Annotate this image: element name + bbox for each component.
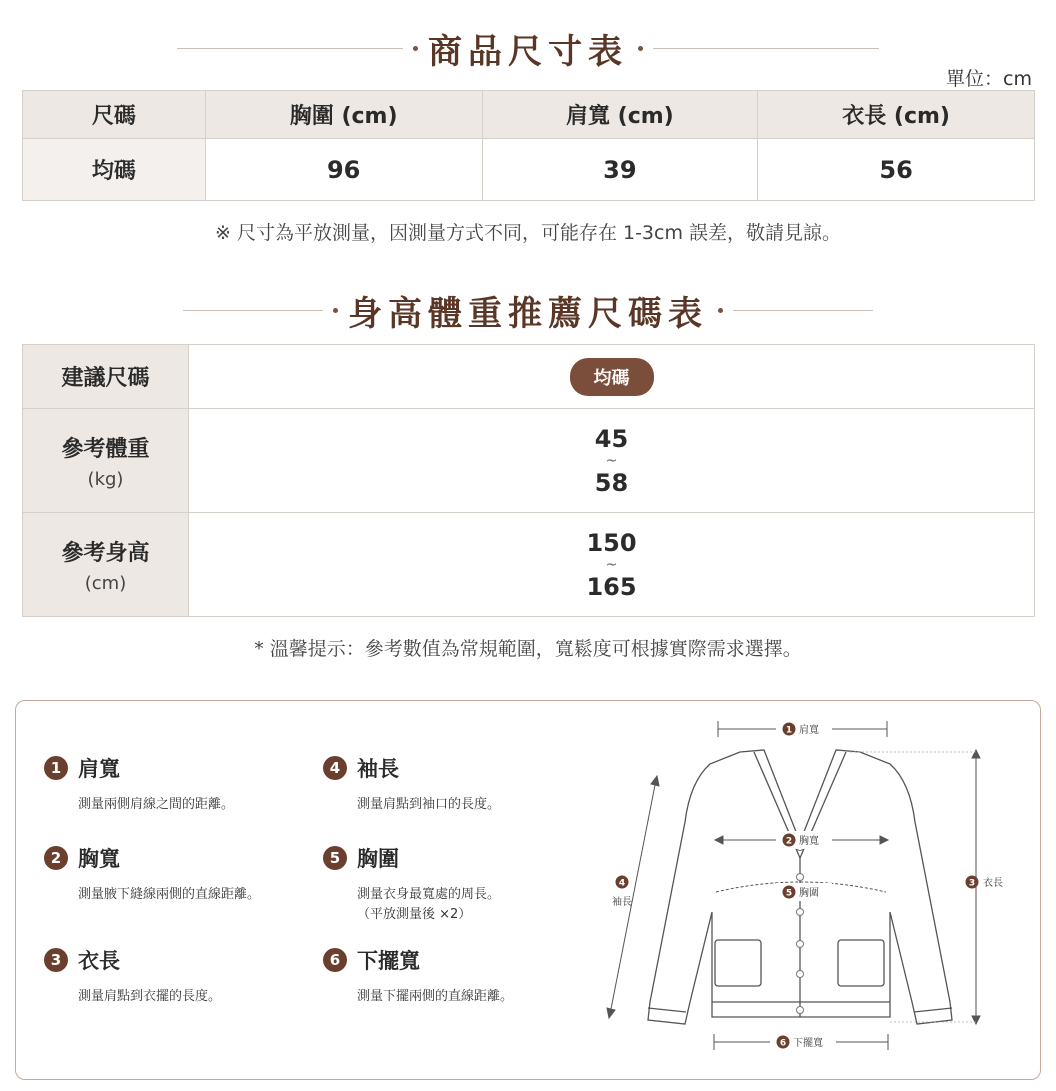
guide-title: 胸圍 bbox=[357, 847, 399, 871]
cell-size: 均碼 bbox=[23, 139, 206, 201]
guide-title: 肩寬 bbox=[78, 757, 120, 781]
guide-desc: 測量兩側肩線之間的距離。 bbox=[78, 797, 235, 812]
guide-num: 4 bbox=[323, 756, 347, 780]
guide-title: 胸寬 bbox=[78, 847, 120, 871]
cardigan-diagram bbox=[590, 712, 1020, 1060]
table-header-row bbox=[23, 91, 1035, 139]
title-divider-right bbox=[733, 310, 873, 311]
label-weight-unit: (kg) bbox=[87, 468, 124, 490]
weight-max: 58 bbox=[594, 468, 629, 497]
label-chest bbox=[776, 883, 832, 901]
guide-desc-line-2: （平放測量後 ×2） bbox=[357, 907, 472, 922]
cell-length: 56 bbox=[758, 139, 1035, 201]
title-divider-left bbox=[177, 48, 403, 49]
marker-4-num: 4 bbox=[618, 878, 626, 889]
guide-title: 袖長 bbox=[357, 757, 399, 781]
table-row bbox=[23, 409, 1035, 513]
guide-num: 3 bbox=[44, 948, 68, 972]
title-dot-right bbox=[718, 308, 723, 313]
header-chest: 胸圍 (cm) bbox=[205, 91, 482, 139]
height-min: 150 bbox=[586, 528, 637, 557]
header-shoulder: 肩寬 (cm) bbox=[482, 91, 758, 139]
table-row bbox=[23, 345, 1035, 409]
cell-shoulder: 39 bbox=[482, 139, 758, 201]
recommend-title: 身高體重推薦尺碼表 bbox=[348, 294, 708, 334]
recommend-table bbox=[22, 344, 1035, 617]
size-chart-title-bar bbox=[0, 24, 1056, 73]
diagram-label-hem: 下擺寬 bbox=[793, 1038, 823, 1049]
size-chart-table bbox=[22, 90, 1035, 201]
guide-item-length bbox=[44, 945, 221, 1007]
guide-desc: 測量肩點到袖口的長度。 bbox=[357, 797, 501, 812]
diagram-label-chest: 胸圍 bbox=[799, 888, 819, 899]
label-height: 參考身高 bbox=[61, 540, 150, 566]
title-divider-right bbox=[653, 48, 879, 49]
label-shoulder bbox=[776, 720, 832, 738]
height-max: 165 bbox=[586, 572, 637, 601]
guide-item-sleeve bbox=[323, 753, 500, 815]
label-size: 建議尺碼 bbox=[23, 345, 189, 409]
guide-item-hem bbox=[323, 945, 513, 1007]
header-length: 衣長 (cm) bbox=[758, 91, 1035, 139]
recommend-title-bar bbox=[0, 286, 1056, 335]
guide-item-chest-width bbox=[44, 843, 260, 905]
table-row bbox=[23, 139, 1035, 201]
guide-desc: 測量腋下縫線兩側的直線距離。 bbox=[78, 887, 261, 902]
title-dot-left bbox=[333, 308, 338, 313]
table-row bbox=[23, 513, 1035, 617]
cell-size-value bbox=[189, 345, 1035, 409]
guide-num: 1 bbox=[44, 756, 68, 780]
label-weight: 參考體重 bbox=[61, 436, 150, 462]
guide-num: 2 bbox=[44, 846, 68, 870]
cell-weight-range bbox=[189, 409, 1035, 513]
marker-3-num: 3 bbox=[968, 878, 976, 889]
height-sep: ~ bbox=[605, 556, 618, 573]
guide-num: 5 bbox=[323, 846, 347, 870]
label-hem bbox=[770, 1033, 836, 1051]
label-length bbox=[966, 876, 1004, 890]
marker-1-num: 1 bbox=[785, 725, 793, 736]
guide-item-shoulder bbox=[44, 753, 234, 815]
size-chart-note: ※ 尺寸為平放測量，因測量方式不同，可能存在 1-3cm 誤差，敬請見諒。 bbox=[214, 222, 842, 244]
cell-height-range bbox=[189, 513, 1035, 617]
guide-item-chest bbox=[323, 843, 500, 925]
title-dot-right bbox=[638, 46, 643, 51]
guide-dashes bbox=[850, 752, 976, 1022]
label-sleeve bbox=[612, 876, 632, 909]
guide-title: 下擺寬 bbox=[357, 949, 420, 973]
diagram-label-chest-width: 胸寬 bbox=[799, 836, 819, 847]
diagram-label-sleeve: 袖長 bbox=[612, 897, 632, 908]
title-dot-left bbox=[413, 46, 418, 51]
label-weight-cell bbox=[23, 409, 189, 513]
marker-6-num: 6 bbox=[779, 1038, 787, 1049]
diagram-label-length: 衣長 bbox=[983, 878, 1003, 889]
cell-chest: 96 bbox=[205, 139, 482, 201]
header-size: 尺碼 bbox=[23, 91, 206, 139]
label-height-unit: (cm) bbox=[84, 572, 127, 594]
label-chest-width bbox=[776, 831, 832, 849]
guide-num: 6 bbox=[323, 948, 347, 972]
label-height-cell bbox=[23, 513, 189, 617]
guide-desc: 測量下擺兩側的直線距離。 bbox=[357, 989, 514, 1004]
size-pill: 均碼 bbox=[570, 358, 654, 396]
unit-label: 單位：cm bbox=[946, 68, 1032, 90]
weight-min: 45 bbox=[594, 424, 629, 453]
guide-desc bbox=[357, 885, 500, 925]
marker-5-num: 5 bbox=[785, 888, 793, 899]
marker-2-num: 2 bbox=[785, 836, 793, 847]
diagram-label-shoulder: 肩寬 bbox=[799, 725, 819, 736]
recommend-note: * 溫馨提示：參考數值為常規範圍，寬鬆度可根據實際需求選擇。 bbox=[254, 638, 802, 660]
guide-title: 衣長 bbox=[78, 949, 120, 973]
title-divider-left bbox=[183, 310, 323, 311]
guide-desc-line: 測量衣身最寬處的周長。 bbox=[357, 887, 501, 902]
guide-desc: 測量肩點到衣擺的長度。 bbox=[78, 989, 222, 1004]
weight-sep: ~ bbox=[605, 452, 618, 469]
size-chart-title: 商品尺寸表 bbox=[428, 32, 628, 72]
